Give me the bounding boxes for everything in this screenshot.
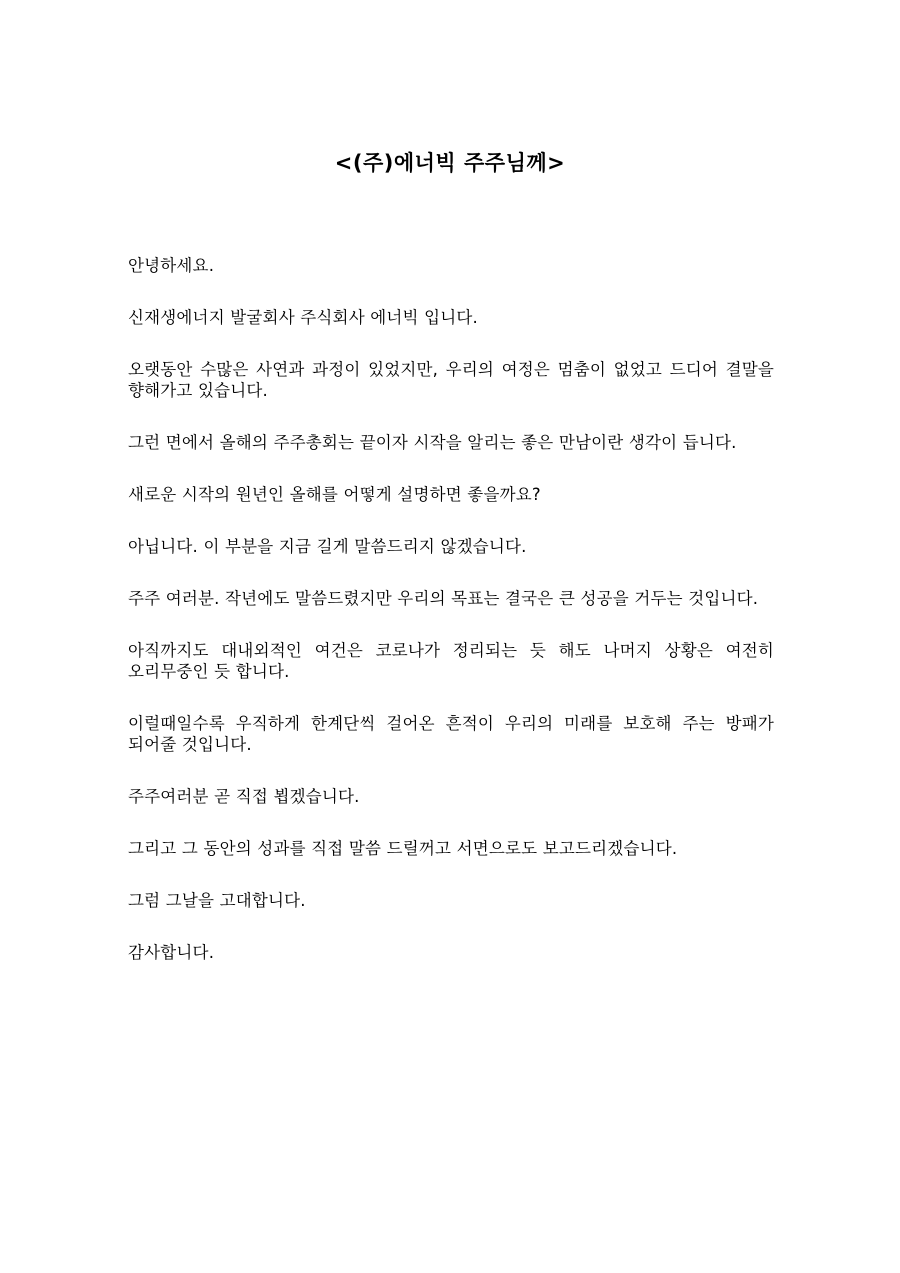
paragraph-thanks: 감사합니다. (128, 943, 215, 962)
paragraph-shield: 이럴때일수록 우직하게 한계단씩 걸어온 흔적이 우리의 미래를 보호해 주는 방패가 되어줄 것입니다. (128, 714, 774, 754)
paragraph-report: 그리고 그 동안의 성과를 직접 말씀 드릴꺼고 서면으로도 보고드리겠습니다. (128, 839, 678, 858)
paragraph-introduction: 신재생에너지 발굴회사 주식회사 에너빅 입니다. (128, 308, 479, 327)
letter-body (128, 255, 774, 994)
paragraph-new-start: 새로운 시작의 원년인 올해를 어떻게 설명하면 좋을까요? (128, 485, 541, 504)
paragraph-anticipation: 그럼 그날을 고대합니다. (128, 891, 306, 910)
paragraph-conditions: 아직까지도 대내외적인 여건은 코로나가 정리되는 듯 해도 나머지 상황은 여전히 오리무중인 듯 합니다. (128, 641, 774, 681)
paragraph-not-long: 아닙니다. 이 부분을 지금 길게 말씀드리지 않겠습니다. (128, 537, 527, 556)
paragraph-meeting: 그런 면에서 올해의 주주총회는 끝이자 시작을 알리는 좋은 만남이란 생각이 듭니다. (128, 433, 737, 452)
paragraph-journey: 오랫동안 수많은 사연과 과정이 있었지만, 우리의 여정은 멈춤이 없었고 드디어 결말을 향해가고 있습니다. (128, 360, 774, 400)
paragraph-goal: 주주 여러분. 작년에도 말씀드렸지만 우리의 목표는 결국은 큰 성공을 거두는 것입니다. (128, 589, 759, 608)
paragraph-greeting: 안녕하세요. (128, 256, 215, 275)
paragraph-see-you: 주주여러분 곧 직접 뵙겠습니다. (128, 787, 360, 806)
letter-title: <(주)에너빅 주주님께> (334, 151, 566, 175)
